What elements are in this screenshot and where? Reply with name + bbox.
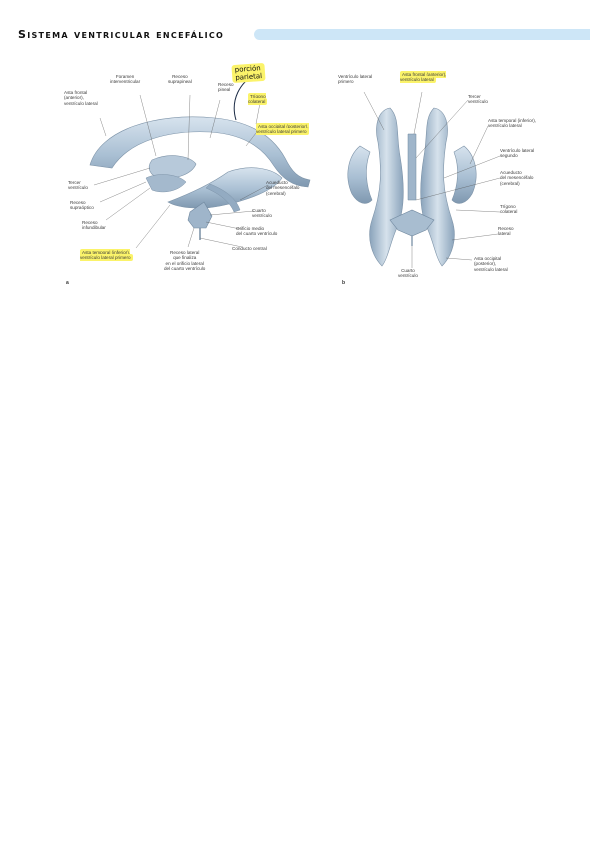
label-tercer-ventriculo-b: Tercer ventrículo bbox=[468, 94, 488, 105]
label-asta-frontal-b: Asta frontal (anterior), ventrículo lateral bbox=[400, 72, 447, 83]
label-trigono-colateral-a: Trígono colateral bbox=[248, 94, 266, 105]
label-asta-occipital-a: Asta occipital (posterior), ventrículo lateral primero bbox=[256, 124, 309, 135]
label-foramen-interventricular: Foramen interventricular bbox=[110, 74, 141, 85]
label-cuarto-ventriculo-a: Cuarto ventrículo bbox=[252, 208, 272, 219]
label-asta-frontal-a: Asta frontal (anterior), ventrículo lateral bbox=[64, 90, 98, 106]
left-temporal-horn bbox=[348, 146, 372, 203]
label-asta-occipital-b: Asta occipital (posterior), ventrículo lateral bbox=[474, 256, 508, 272]
label-receso-pineal: Receso pineal bbox=[218, 82, 234, 93]
label-cuarto-ventriculo-b: Cuarto ventrículo bbox=[398, 268, 418, 279]
label-orificio-medio: Orificio medio del cuarto ventrículo bbox=[236, 226, 278, 237]
handwritten-note-porcion-parietal: porción parietal bbox=[231, 63, 265, 83]
label-tercer-ventriculo-a: Tercer ventrículo bbox=[68, 180, 88, 191]
panel-a-tag: a bbox=[66, 280, 69, 286]
third-ventricle-b bbox=[408, 134, 416, 200]
label-asta-temporal-a: Asta temporal (inferior), ventrículo lateral primero bbox=[80, 250, 131, 261]
header-accent-bar bbox=[254, 29, 590, 40]
label-asta-temporal-b: Asta temporal (inferior), ventrículo lateral bbox=[488, 118, 536, 129]
left-lateral-ventricle bbox=[370, 108, 404, 266]
panel-b-ventricles bbox=[348, 108, 476, 266]
panel-b-tag: b bbox=[342, 280, 346, 286]
right-temporal-horn bbox=[452, 146, 476, 203]
label-receso-lateral-a: Receso lateral que finaliza en el orificio lateral del cuarto ventrículo bbox=[164, 250, 206, 272]
label-ventriculo-lateral-segundo: Ventrículo lateral segundo bbox=[500, 148, 535, 159]
page-title: Sistema ventricular encefálico bbox=[18, 28, 225, 41]
label-receso-lateral-b: Receso lateral bbox=[498, 226, 514, 237]
label-receso-supraoptico: Receso supraóptico bbox=[70, 200, 94, 211]
label-acueducto-b: Acueducto del mesencéfalo (cerebral) bbox=[500, 170, 534, 186]
panel-a-ventricles bbox=[90, 117, 310, 240]
label-receso-infundibular: Receso infundibular bbox=[82, 220, 106, 231]
page-header bbox=[18, 28, 590, 42]
ventricular-system-figure bbox=[60, 60, 570, 290]
label-conducto-central: Conducto central bbox=[232, 246, 267, 251]
right-lateral-ventricle bbox=[421, 108, 455, 266]
third-ventricle-lower bbox=[146, 175, 186, 192]
label-receso-suprapineal: Receso suprapineal bbox=[168, 74, 192, 85]
label-trigono-colateral-b: Trígono colateral bbox=[500, 204, 518, 215]
label-acueducto-a: Acueducto del mesencéfalo (cerebral) bbox=[266, 180, 300, 196]
label-ventriculo-lateral-primero: Ventrículo lateral primero bbox=[338, 74, 373, 85]
